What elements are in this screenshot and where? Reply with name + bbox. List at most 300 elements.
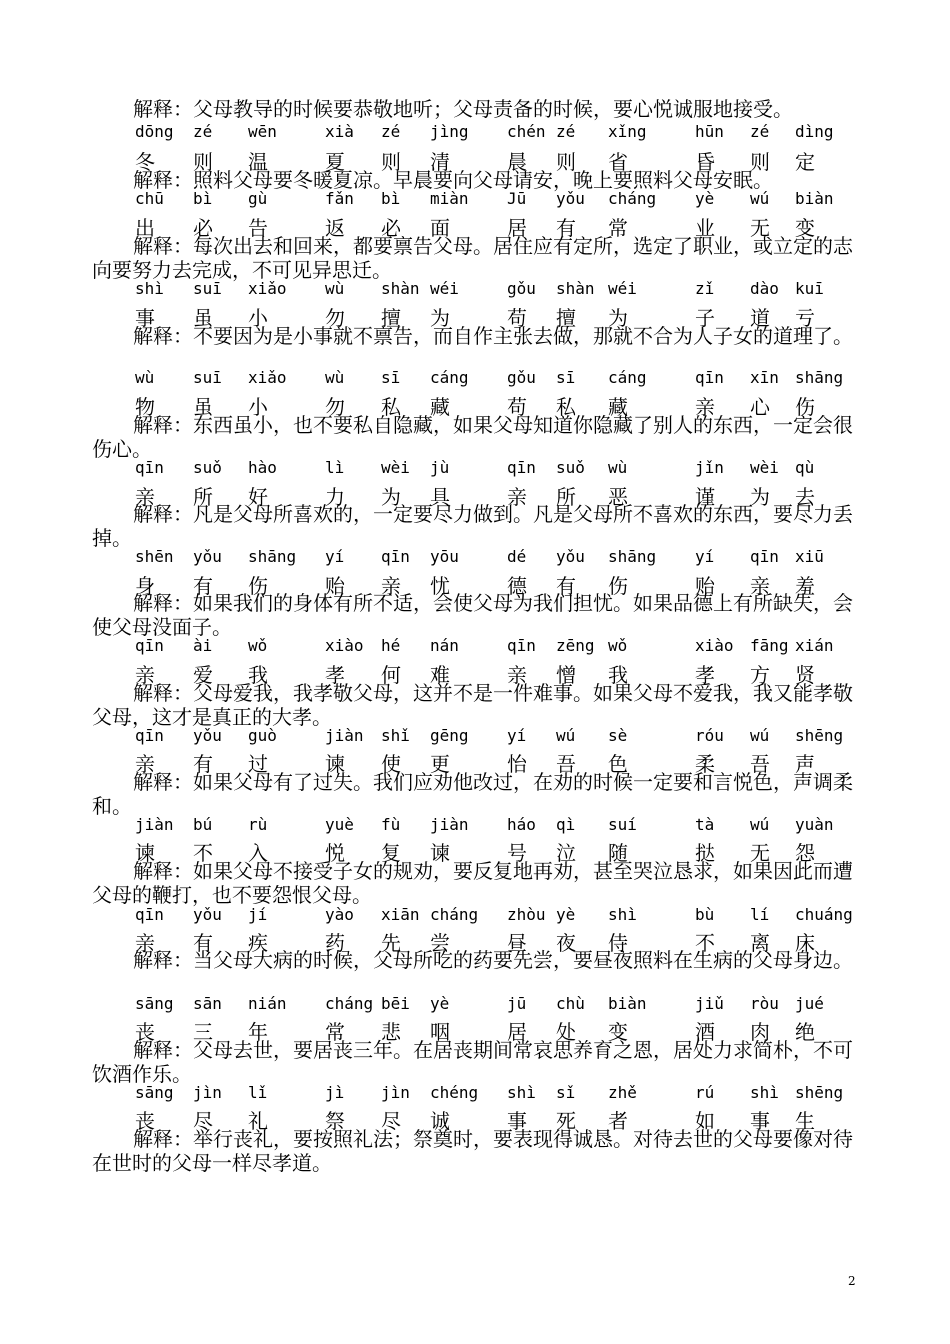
verse-character: 谨 bbox=[695, 485, 715, 509]
explanation-paragraph: 解释：凡是父母所喜欢的，一定要尽力做到。凡是父母所不喜欢的东西，要尽力丢掉。 bbox=[92, 502, 853, 550]
verse-character: 业 bbox=[695, 216, 715, 240]
verse-character: 诚 bbox=[430, 1109, 450, 1133]
pinyin-syllable: shì bbox=[750, 1083, 779, 1102]
verse-character: 昏 bbox=[695, 150, 715, 174]
verse-character: 有 bbox=[556, 216, 576, 240]
pinyin-line bbox=[0, 726, 950, 750]
pinyin-syllable: ròu bbox=[750, 994, 779, 1013]
pinyin-syllable: xǐng bbox=[608, 122, 647, 141]
pinyin-line bbox=[0, 636, 950, 660]
pinyin-syllable: wèi bbox=[750, 458, 779, 477]
verse-character: 夏 bbox=[325, 150, 345, 174]
verse-character: 贻 bbox=[325, 574, 345, 598]
verse-character: 亲 bbox=[135, 752, 155, 776]
verse-character: 居 bbox=[507, 216, 527, 240]
verse-character: 吾 bbox=[750, 752, 770, 776]
pinyin-syllable: cáng bbox=[608, 368, 647, 387]
verse-character: 祭 bbox=[325, 1109, 345, 1133]
explanation-paragraph: 解释：照料父母要冬暖夏凉。早晨要向父母请安，晚上要照料父母安眠。 bbox=[133, 168, 773, 192]
pinyin-syllable: wǒ bbox=[248, 636, 268, 655]
pinyin-syllable: yuè bbox=[325, 815, 354, 834]
explanation-paragraph: 解释：如果父母有了过失。我们应劝他改过，在劝的时候一定要和言悦色，声调柔和。 bbox=[92, 770, 853, 818]
pinyin-syllable: qù bbox=[795, 458, 815, 477]
pinyin-syllable: chū bbox=[135, 189, 164, 208]
pinyin-line bbox=[0, 994, 950, 1018]
verse-character: 丧 bbox=[135, 1020, 155, 1044]
pinyin-syllable: yǒu bbox=[193, 547, 222, 566]
verse-character: 小 bbox=[248, 395, 268, 419]
verse-character: 力 bbox=[325, 485, 345, 509]
verse-character: 号 bbox=[507, 841, 527, 865]
verse-character: 色 bbox=[608, 752, 628, 776]
verse-character: 居 bbox=[507, 1020, 527, 1044]
verse-character: 恶 bbox=[608, 485, 628, 509]
pinyin-syllable: dé bbox=[507, 547, 527, 566]
verse-character: 勿 bbox=[325, 395, 345, 419]
page-number: 2 bbox=[848, 1274, 856, 1288]
pinyin-syllable: chù bbox=[556, 994, 585, 1013]
pinyin-syllable: yuàn bbox=[795, 815, 834, 834]
pinyin-syllable: shāng bbox=[608, 547, 657, 566]
verse-character: 挞 bbox=[695, 841, 715, 865]
verse-character: 所 bbox=[193, 485, 213, 509]
pinyin-syllable: kuī bbox=[795, 279, 824, 298]
verse-character: 吾 bbox=[556, 752, 576, 776]
pinyin-syllable: dōng bbox=[135, 122, 174, 141]
pinyin-syllable: zēng bbox=[556, 636, 595, 655]
verse-character: 贤 bbox=[795, 663, 815, 687]
pinyin-syllable: xiào bbox=[325, 636, 364, 655]
verse-line bbox=[0, 1105, 950, 1133]
pinyin-syllable: jì bbox=[325, 1083, 345, 1102]
pinyin-line bbox=[0, 547, 950, 571]
verse-character: 亲 bbox=[135, 663, 155, 687]
pinyin-line bbox=[0, 905, 950, 929]
pinyin-syllable: qīn bbox=[135, 458, 164, 477]
verse-character: 谏 bbox=[135, 841, 155, 865]
verse-character: 有 bbox=[193, 752, 213, 776]
verse-character: 咽 bbox=[430, 1020, 450, 1044]
pinyin-syllable: sān bbox=[193, 994, 222, 1013]
verse-character: 德 bbox=[507, 574, 527, 598]
verse-character: 返 bbox=[325, 216, 345, 240]
pinyin-syllable: jiàn bbox=[430, 815, 469, 834]
verse-character: 柔 bbox=[695, 752, 715, 776]
pinyin-syllable: wèi bbox=[381, 458, 410, 477]
pinyin-syllable: bù bbox=[695, 905, 715, 924]
pinyin-syllable: yōu bbox=[430, 547, 459, 566]
verse-character: 肉 bbox=[750, 1020, 770, 1044]
verse-character: 生 bbox=[795, 1109, 815, 1133]
pinyin-syllable: chuáng bbox=[795, 905, 853, 924]
verse-character: 爱 bbox=[193, 663, 213, 687]
verse-character: 则 bbox=[381, 150, 401, 174]
pinyin-line bbox=[0, 122, 950, 146]
pinyin-syllable: sī bbox=[381, 368, 401, 387]
pinyin-line bbox=[0, 1083, 950, 1107]
verse-character: 夜 bbox=[556, 931, 576, 955]
pinyin-syllable: xiào bbox=[695, 636, 734, 655]
verse-character: 常 bbox=[325, 1020, 345, 1044]
explanation-paragraph: 解释：父母教导的时候要恭敬地听；父母责备的时候，要心悦诚服地接受。 bbox=[133, 97, 793, 121]
verse-character: 勿 bbox=[325, 306, 345, 330]
verse-character: 亲 bbox=[507, 485, 527, 509]
verse-character: 谏 bbox=[325, 752, 345, 776]
pinyin-syllable: suǒ bbox=[556, 458, 585, 477]
pinyin-syllable: xiū bbox=[795, 547, 824, 566]
pinyin-syllable: jué bbox=[795, 994, 824, 1013]
pinyin-syllable: xià bbox=[325, 122, 354, 141]
pinyin-syllable: zé bbox=[193, 122, 213, 141]
pinyin-syllable: fāng bbox=[750, 636, 789, 655]
verse-character: 不 bbox=[193, 841, 213, 865]
pinyin-syllable: jiàn bbox=[135, 815, 174, 834]
verse-character: 酒 bbox=[695, 1020, 715, 1044]
pinyin-syllable: gēng bbox=[430, 726, 469, 745]
pinyin-syllable: qīn bbox=[381, 547, 410, 566]
pinyin-syllable: yǒu bbox=[556, 547, 585, 566]
pinyin-syllable: shì bbox=[507, 1083, 536, 1102]
verse-character: 过 bbox=[248, 752, 268, 776]
pinyin-syllable: wù bbox=[135, 368, 155, 387]
verse-character: 事 bbox=[135, 306, 155, 330]
verse-character: 苟 bbox=[507, 395, 527, 419]
verse-character: 孝 bbox=[325, 663, 345, 687]
pinyin-syllable: gǒu bbox=[507, 368, 536, 387]
pinyin-syllable: sāng bbox=[135, 994, 174, 1013]
pinyin-syllable: xiān bbox=[381, 905, 420, 924]
verse-character: 虽 bbox=[193, 395, 213, 419]
pinyin-syllable: dìng bbox=[795, 122, 834, 141]
pinyin-syllable: xián bbox=[795, 636, 834, 655]
pinyin-syllable: zhě bbox=[608, 1083, 637, 1102]
pinyin-syllable: wēn bbox=[248, 122, 277, 141]
pinyin-syllable: nán bbox=[430, 636, 459, 655]
pinyin-line bbox=[0, 458, 950, 482]
verse-character: 子 bbox=[695, 306, 715, 330]
verse-character: 伤 bbox=[795, 395, 815, 419]
pinyin-syllable: shàn bbox=[381, 279, 420, 298]
verse-character: 亲 bbox=[135, 931, 155, 955]
pinyin-line bbox=[0, 189, 950, 213]
pinyin-syllable: sè bbox=[608, 726, 628, 745]
pinyin-syllable: róu bbox=[695, 726, 724, 745]
pinyin-line bbox=[0, 368, 950, 392]
verse-character: 无 bbox=[750, 216, 770, 240]
verse-character: 悲 bbox=[381, 1020, 401, 1044]
verse-character: 随 bbox=[608, 841, 628, 865]
pinyin-syllable: cháng bbox=[430, 905, 479, 924]
pinyin-syllable: sāng bbox=[135, 1083, 174, 1102]
pinyin-syllable: bú bbox=[193, 815, 213, 834]
verse-character: 亲 bbox=[507, 663, 527, 687]
pinyin-syllable: guò bbox=[248, 726, 277, 745]
verse-character: 清 bbox=[430, 150, 450, 174]
pinyin-syllable: yǒu bbox=[193, 726, 222, 745]
verse-character: 难 bbox=[430, 663, 450, 687]
verse-character: 温 bbox=[248, 150, 268, 174]
pinyin-syllable: qīn bbox=[507, 458, 536, 477]
verse-character: 伤 bbox=[608, 574, 628, 598]
pinyin-syllable: yǒu bbox=[193, 905, 222, 924]
verse-character: 谏 bbox=[430, 841, 450, 865]
pinyin-syllable: shāng bbox=[795, 368, 844, 387]
pinyin-syllable: zé bbox=[750, 122, 770, 141]
pinyin-syllable: qīn bbox=[507, 636, 536, 655]
pinyin-syllable: zé bbox=[556, 122, 576, 141]
verse-line bbox=[0, 659, 950, 687]
pinyin-syllable: bì bbox=[193, 189, 213, 208]
pinyin-syllable: cáng bbox=[430, 368, 469, 387]
pinyin-syllable: wéi bbox=[430, 279, 459, 298]
pinyin-syllable: wǒ bbox=[608, 636, 628, 655]
verse-character: 亲 bbox=[695, 395, 715, 419]
pinyin-syllable: biàn bbox=[608, 994, 647, 1013]
pinyin-syllable: ài bbox=[193, 636, 213, 655]
pinyin-syllable: hào bbox=[248, 458, 277, 477]
pinyin-syllable: sī bbox=[556, 368, 576, 387]
pinyin-syllable: qīn bbox=[135, 636, 164, 655]
pinyin-syllable: wú bbox=[750, 189, 770, 208]
verse-character: 面 bbox=[430, 216, 450, 240]
explanation-paragraph: 解释：如果父母不接受子女的规劝，要反复地再劝，甚至哭泣恳求，如果因此而遭父母的鞭打，也不要怨恨父母。 bbox=[92, 859, 853, 907]
pinyin-syllable: jù bbox=[430, 458, 450, 477]
pinyin-syllable: xiǎo bbox=[248, 368, 287, 387]
verse-character: 必 bbox=[381, 216, 401, 240]
pinyin-syllable: chéng bbox=[430, 1083, 479, 1102]
verse-character: 常 bbox=[608, 216, 628, 240]
verse-character: 我 bbox=[248, 663, 268, 687]
verse-character: 好 bbox=[248, 485, 268, 509]
verse-character: 伤 bbox=[248, 574, 268, 598]
pinyin-syllable: suǒ bbox=[193, 458, 222, 477]
verse-character: 亲 bbox=[381, 574, 401, 598]
verse-character: 虽 bbox=[193, 306, 213, 330]
pinyin-syllable: qīn bbox=[135, 726, 164, 745]
pinyin-syllable: jìn bbox=[193, 1083, 222, 1102]
pinyin-syllable: shēn bbox=[135, 547, 174, 566]
pinyin-syllable: yí bbox=[507, 726, 527, 745]
verse-character: 则 bbox=[556, 150, 576, 174]
verse-character: 道 bbox=[750, 306, 770, 330]
verse-line bbox=[0, 212, 950, 240]
verse-character: 尽 bbox=[193, 1109, 213, 1133]
verse-character: 晨 bbox=[507, 150, 527, 174]
verse-character: 入 bbox=[248, 841, 268, 865]
pinyin-syllable: rù bbox=[248, 815, 268, 834]
verse-character: 我 bbox=[608, 663, 628, 687]
pinyin-syllable: xiǎo bbox=[248, 279, 287, 298]
verse-character: 疾 bbox=[248, 931, 268, 955]
verse-line bbox=[0, 146, 950, 174]
explanation-paragraph: 解释：如果我们的身体有所不适，会使父母为我们担忧。如果品德上有所缺失，会使父母没面子。 bbox=[92, 591, 853, 639]
pinyin-syllable: yí bbox=[695, 547, 715, 566]
verse-character: 孝 bbox=[695, 663, 715, 687]
verse-character: 冬 bbox=[135, 150, 155, 174]
verse-character: 小 bbox=[248, 306, 268, 330]
verse-character: 贻 bbox=[695, 574, 715, 598]
pinyin-syllable: suí bbox=[608, 815, 637, 834]
pinyin-syllable: wú bbox=[750, 726, 770, 745]
pinyin-syllable: hé bbox=[381, 636, 401, 655]
pinyin-syllable: shǐ bbox=[381, 726, 410, 745]
pinyin-syllable: wú bbox=[750, 815, 770, 834]
verse-character: 为 bbox=[430, 306, 450, 330]
verse-character: 复 bbox=[381, 841, 401, 865]
verse-character: 私 bbox=[381, 395, 401, 419]
verse-character: 有 bbox=[193, 931, 213, 955]
pinyin-syllable: shēng bbox=[795, 1083, 844, 1102]
pinyin-syllable: qīn bbox=[135, 905, 164, 924]
verse-character: 心 bbox=[750, 395, 770, 419]
pinyin-syllable: zhòu bbox=[507, 905, 546, 924]
pinyin-line bbox=[0, 815, 950, 839]
verse-character: 亏 bbox=[795, 306, 815, 330]
verse-character: 尽 bbox=[381, 1109, 401, 1133]
pinyin-syllable: qīn bbox=[750, 547, 779, 566]
verse-character: 则 bbox=[193, 150, 213, 174]
verse-character: 藏 bbox=[608, 395, 628, 419]
explanation-paragraph: 解释：父母去世，要居丧三年。在居丧期间常哀思养育之恩，居处力求简朴，不可饮酒作乐。 bbox=[92, 1038, 853, 1086]
verse-character: 床 bbox=[795, 931, 815, 955]
verse-character: 则 bbox=[750, 150, 770, 174]
pinyin-syllable: wú bbox=[556, 726, 576, 745]
verse-character: 为 bbox=[750, 485, 770, 509]
explanation-paragraph: 解释：每次出去和回来，都要禀告父母。居住应有定所，选定了职业，或立定的志向要努力去完成，不可见异思迁。 bbox=[92, 234, 853, 282]
pinyin-syllable: shāng bbox=[248, 547, 297, 566]
verse-character: 有 bbox=[193, 574, 213, 598]
verse-character: 丧 bbox=[135, 1109, 155, 1133]
verse-character: 擅 bbox=[381, 306, 401, 330]
pinyin-syllable: shàn bbox=[556, 279, 595, 298]
verse-character: 药 bbox=[325, 931, 345, 955]
pinyin-syllable: gù bbox=[248, 189, 268, 208]
verse-character: 亲 bbox=[135, 485, 155, 509]
verse-character: 侍 bbox=[608, 931, 628, 955]
verse-character: 死 bbox=[556, 1109, 576, 1133]
explanation-paragraph: 解释：父母爱我，我孝敬父母，这并不是一件难事。如果父母不爱我，我又能孝敬父母，这才是真正的大孝。 bbox=[92, 681, 853, 729]
pinyin-syllable: dào bbox=[750, 279, 779, 298]
verse-character: 三 bbox=[193, 1020, 213, 1044]
verse-character: 年 bbox=[248, 1020, 268, 1044]
verse-character: 处 bbox=[556, 1020, 576, 1044]
pinyin-syllable: jí bbox=[248, 905, 268, 924]
pinyin-syllable: zǐ bbox=[695, 279, 715, 298]
verse-character: 告 bbox=[248, 216, 268, 240]
verse-character: 忧 bbox=[430, 574, 450, 598]
verse-character: 物 bbox=[135, 395, 155, 419]
verse-character: 事 bbox=[507, 1109, 527, 1133]
verse-character: 事 bbox=[750, 1109, 770, 1133]
verse-character: 定 bbox=[795, 150, 815, 174]
explanation-paragraph: 解释：东西虽小，也不要私自隐藏，如果父母知道你隐藏了别人的东西，一定会很伤心。 bbox=[92, 413, 853, 461]
pinyin-syllable: qì bbox=[556, 815, 576, 834]
pinyin-syllable: gǒu bbox=[507, 279, 536, 298]
pinyin-syllable: jiàn bbox=[325, 726, 364, 745]
pinyin-syllable: fù bbox=[381, 815, 401, 834]
pinyin-syllable: háo bbox=[507, 815, 536, 834]
pinyin-syllable: yǒu bbox=[556, 189, 585, 208]
verse-character: 去 bbox=[795, 485, 815, 509]
pinyin-syllable: jǐn bbox=[695, 458, 724, 477]
pinyin-syllable: suī bbox=[193, 279, 222, 298]
verse-character: 擅 bbox=[556, 306, 576, 330]
verse-character: 具 bbox=[430, 485, 450, 509]
verse-character: 更 bbox=[430, 752, 450, 776]
verse-character: 昼 bbox=[507, 931, 527, 955]
verse-character: 使 bbox=[381, 752, 401, 776]
verse-character: 变 bbox=[608, 1020, 628, 1044]
verse-character: 绝 bbox=[795, 1020, 815, 1044]
verse-character: 私 bbox=[556, 395, 576, 419]
pinyin-syllable: biàn bbox=[795, 189, 834, 208]
verse-character: 如 bbox=[695, 1109, 715, 1133]
pinyin-syllable: lǐ bbox=[248, 1083, 268, 1102]
verse-character: 方 bbox=[750, 663, 770, 687]
pinyin-syllable: shì bbox=[135, 279, 164, 298]
pinyin-syllable: cháng bbox=[325, 994, 374, 1013]
verse-character: 羞 bbox=[795, 574, 815, 598]
explanation-paragraph: 解释：举行丧礼，要按照礼法；祭奠时，要表现得诚恳。对待去世的父母要像对待在世时的父母一样尽孝道。 bbox=[92, 1127, 853, 1175]
pinyin-syllable: qīn bbox=[695, 368, 724, 387]
pinyin-syllable: wù bbox=[325, 279, 345, 298]
pinyin-syllable: lí bbox=[750, 905, 770, 924]
pinyin-syllable: suī bbox=[193, 368, 222, 387]
verse-character: 怨 bbox=[795, 841, 815, 865]
pinyin-syllable: chén bbox=[507, 122, 546, 141]
verse-line bbox=[0, 391, 950, 419]
verse-character: 怡 bbox=[507, 752, 527, 776]
pinyin-syllable: yè bbox=[430, 994, 450, 1013]
verse-character: 者 bbox=[608, 1109, 628, 1133]
pinyin-syllable: yào bbox=[325, 905, 354, 924]
verse-character: 亲 bbox=[750, 574, 770, 598]
verse-character: 尝 bbox=[430, 931, 450, 955]
pinyin-syllable: tà bbox=[695, 815, 715, 834]
pinyin-syllable: wù bbox=[608, 458, 628, 477]
verse-character: 必 bbox=[193, 216, 213, 240]
pinyin-syllable: yí bbox=[325, 547, 345, 566]
verse-line bbox=[0, 302, 950, 330]
pinyin-syllable: fǎn bbox=[325, 189, 354, 208]
verse-character: 声 bbox=[795, 752, 815, 776]
verse-character: 无 bbox=[750, 841, 770, 865]
verse-character: 变 bbox=[795, 216, 815, 240]
pinyin-syllable: jìn bbox=[381, 1083, 410, 1102]
verse-character: 不 bbox=[695, 931, 715, 955]
verse-character: 苟 bbox=[507, 306, 527, 330]
pinyin-line bbox=[0, 279, 950, 303]
pinyin-syllable: wù bbox=[325, 368, 345, 387]
pinyin-syllable: cháng bbox=[608, 189, 657, 208]
pinyin-syllable: jìng bbox=[430, 122, 469, 141]
pinyin-syllable: jū bbox=[507, 994, 527, 1013]
pinyin-syllable: lì bbox=[325, 458, 345, 477]
pinyin-syllable: miàn bbox=[430, 189, 469, 208]
verse-character: 离 bbox=[750, 931, 770, 955]
pinyin-syllable: shēng bbox=[795, 726, 844, 745]
pinyin-syllable: bēi bbox=[381, 994, 410, 1013]
verse-character: 泣 bbox=[556, 841, 576, 865]
verse-character: 悦 bbox=[325, 841, 345, 865]
verse-line bbox=[0, 837, 950, 865]
verse-character: 为 bbox=[381, 485, 401, 509]
verse-character: 所 bbox=[556, 485, 576, 509]
pinyin-syllable: hūn bbox=[695, 122, 724, 141]
pinyin-syllable: shì bbox=[608, 905, 637, 924]
pinyin-syllable: yè bbox=[695, 189, 715, 208]
pinyin-syllable: xīn bbox=[750, 368, 779, 387]
